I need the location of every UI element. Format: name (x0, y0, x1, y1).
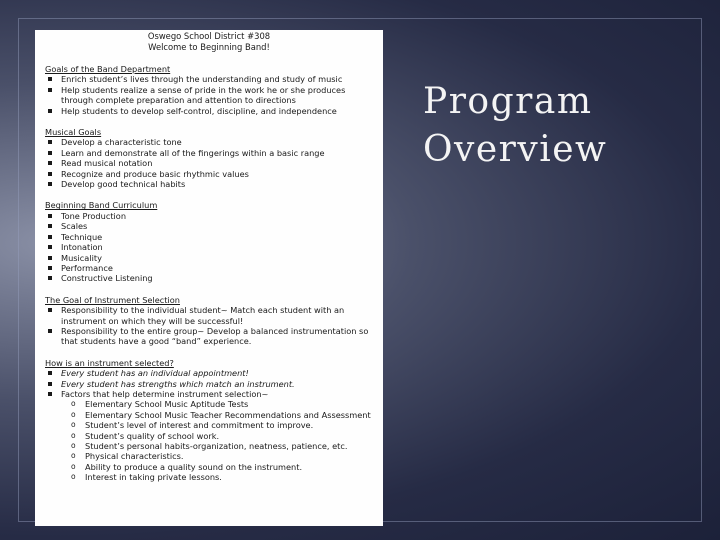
list-item: Scales (45, 221, 373, 231)
list-item: Enrich student’s lives through the understanding and study of music (45, 74, 373, 84)
sub-list-item: o Ability to produce a quality sound on the instrument. (71, 462, 373, 472)
factors-label: Factors that help determine instrument selection~ (61, 388, 269, 399)
section-title: Musical Goals (45, 127, 102, 138)
list-item: Responsibility to the entire group~ Develop a balanced instrumentation so that students have a good “band” experience. (45, 326, 373, 347)
list-item: Help students realize a sense of pride in the work he or she produces through complete preparation and attention to directions (45, 85, 373, 106)
sub-list-item: o Student’s quality of school work. (71, 431, 373, 441)
section-goals-band-department (45, 64, 373, 116)
sub-list-item: o Student’s level of interest and commitment to improve. (71, 420, 373, 430)
handout-document (35, 30, 383, 526)
list-item: Every student has strengths which match an instrument. (45, 379, 373, 389)
list-item: Responsibility to the individual student~ Match each student with an instrument on which they will be successful! (45, 305, 373, 326)
section-title: Beginning Band Curriculum (45, 200, 158, 211)
sub-list-item: o Physical characteristics. (71, 451, 373, 461)
list-item: Learn and demonstrate all of the fingerings within a basic range (45, 148, 373, 158)
list-item: Every student has an individual appointment! (45, 368, 373, 378)
list-item: Develop a characteristic tone (45, 137, 373, 147)
list-item: Constructive Listening (45, 273, 373, 283)
list-item: Performance (45, 263, 373, 273)
list-item: Tone Production (45, 211, 373, 221)
slide-title-line-2: Overview (423, 129, 608, 170)
list-item: Musicality (45, 253, 373, 263)
list-item: Intonation (45, 242, 373, 252)
list-item: Develop good technical habits (45, 179, 373, 189)
document-header (45, 31, 373, 53)
section-title: The Goal of Instrument Selection (45, 294, 180, 305)
section-title: Goals of the Band Department (45, 64, 171, 74)
list-item: Read musical notation (45, 158, 373, 168)
sub-list-item: o Interest in taking private lessons. (71, 472, 373, 482)
section-how-instrument-selected (45, 358, 373, 483)
list-item: Technique (45, 232, 373, 242)
sub-list-item: o Student’s personal habits-organization, neatness, patience, etc. (71, 441, 373, 451)
section-instrument-selection-goal (45, 295, 373, 347)
welcome-heading: Welcome to Beginning Band! (148, 42, 270, 52)
list-item: Help students to develop self-control, discipline, and independence (45, 106, 373, 116)
sub-list-item: o Elementary School Music Aptitude Tests (71, 399, 373, 409)
slide-title-line-1: Program (423, 81, 593, 122)
section-title: How is an instrument selected? (45, 357, 174, 368)
slide-title (423, 78, 703, 174)
factors-list-item (45, 389, 373, 399)
section-musical-goals (45, 127, 373, 189)
district-name: Oswego School District #308 (147, 31, 271, 41)
list-item: Recognize and produce basic rhythmic values (45, 169, 373, 179)
section-beginning-band-curriculum (45, 200, 373, 283)
sub-list-item: o Elementary School Music Teacher Recommendations and Assessment (71, 410, 373, 420)
